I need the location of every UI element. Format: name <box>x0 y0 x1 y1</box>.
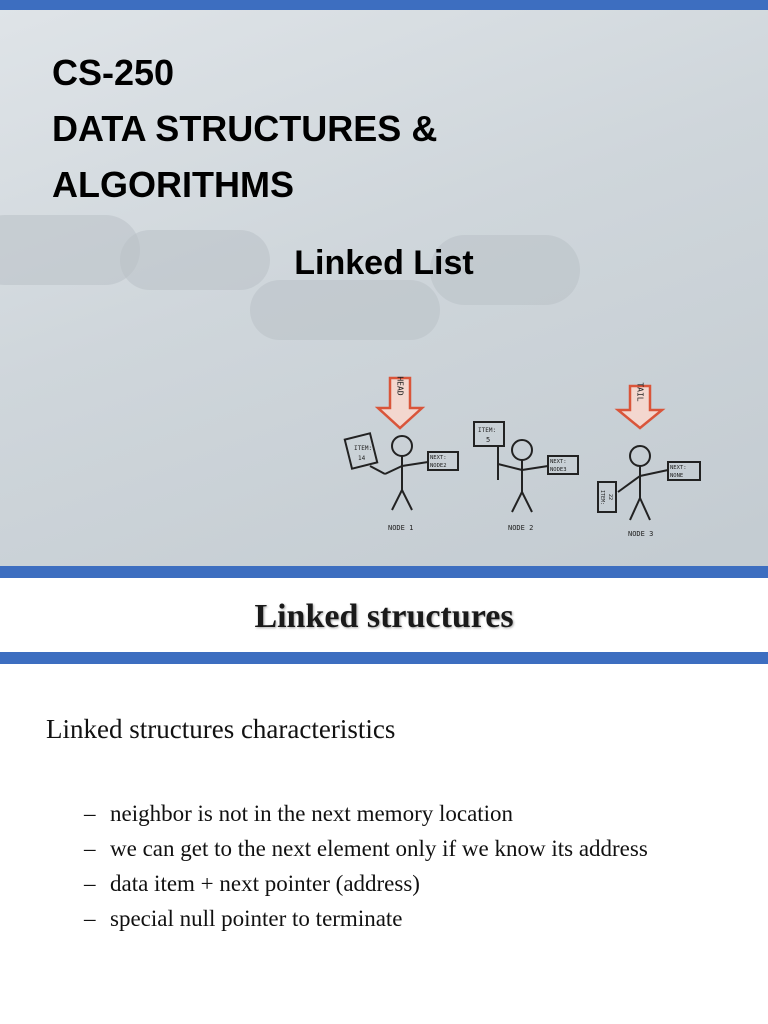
node-3-next-target: NONE <box>670 473 684 479</box>
slide-subtitle: Linked List <box>294 244 474 282</box>
top-accent-bar <box>0 0 768 10</box>
bullet-list <box>84 798 724 938</box>
course-name-title: DATA STRUCTURES & <box>52 108 438 149</box>
node-1-caption: NODE 1 <box>388 524 414 532</box>
node-3-next-label: NEXT: <box>670 465 687 471</box>
dash-bullet-marker: – <box>84 871 96 896</box>
tail-label: TAIL <box>635 382 645 402</box>
bullet-item <box>84 798 724 829</box>
dash-bullet-marker: – <box>84 906 96 931</box>
node-1-item-label: ITEM: <box>354 445 373 452</box>
course-name-title-continued: ALGORITHMS <box>52 164 294 205</box>
node-1-next-target: NODE2 <box>430 463 447 469</box>
node-3-figure <box>598 446 700 520</box>
slide-title: Linked structures <box>254 598 514 635</box>
node-2-item-label: ITEM: <box>478 427 497 434</box>
node-2-next-target: NODE3 <box>550 467 567 473</box>
node-2-item-value: 5 <box>486 436 491 444</box>
dash-bullet-marker: – <box>84 801 96 826</box>
bullet-text: neighbor is not in the next memory location <box>110 801 514 826</box>
tail-arrow <box>618 382 662 428</box>
linked-list-illustration <box>330 370 730 550</box>
bullet-text: special null pointer to terminate <box>110 906 403 931</box>
intro-text: Linked structures characteristics <box>46 714 396 744</box>
content-slide <box>0 578 768 1024</box>
bottom-accent-bar <box>0 566 768 578</box>
dash-bullet-marker: – <box>84 836 96 861</box>
bullet-item <box>84 833 724 864</box>
course-code-title: CS-250 <box>52 52 175 93</box>
node-3-item-value: 22 <box>607 494 613 501</box>
head-arrow <box>378 376 422 428</box>
head-label: HEAD <box>395 376 405 396</box>
node-3-caption: NODE 3 <box>628 530 654 538</box>
node-1-next-label: NEXT: <box>430 455 447 461</box>
node-3-item-label: ITEM: <box>599 490 605 506</box>
chain-link-decoration <box>250 280 440 340</box>
bullet-text: we can get to the next element only if we know its address <box>110 836 648 861</box>
title-underline-bar <box>0 652 768 664</box>
bullet-text: data item + next pointer (address) <box>110 871 420 896</box>
bullet-item <box>84 903 724 934</box>
node-1-item-value: 14 <box>358 455 366 462</box>
node-2-next-label: NEXT: <box>550 459 567 465</box>
bullet-item <box>84 868 724 899</box>
node-2-caption: NODE 2 <box>508 524 534 532</box>
